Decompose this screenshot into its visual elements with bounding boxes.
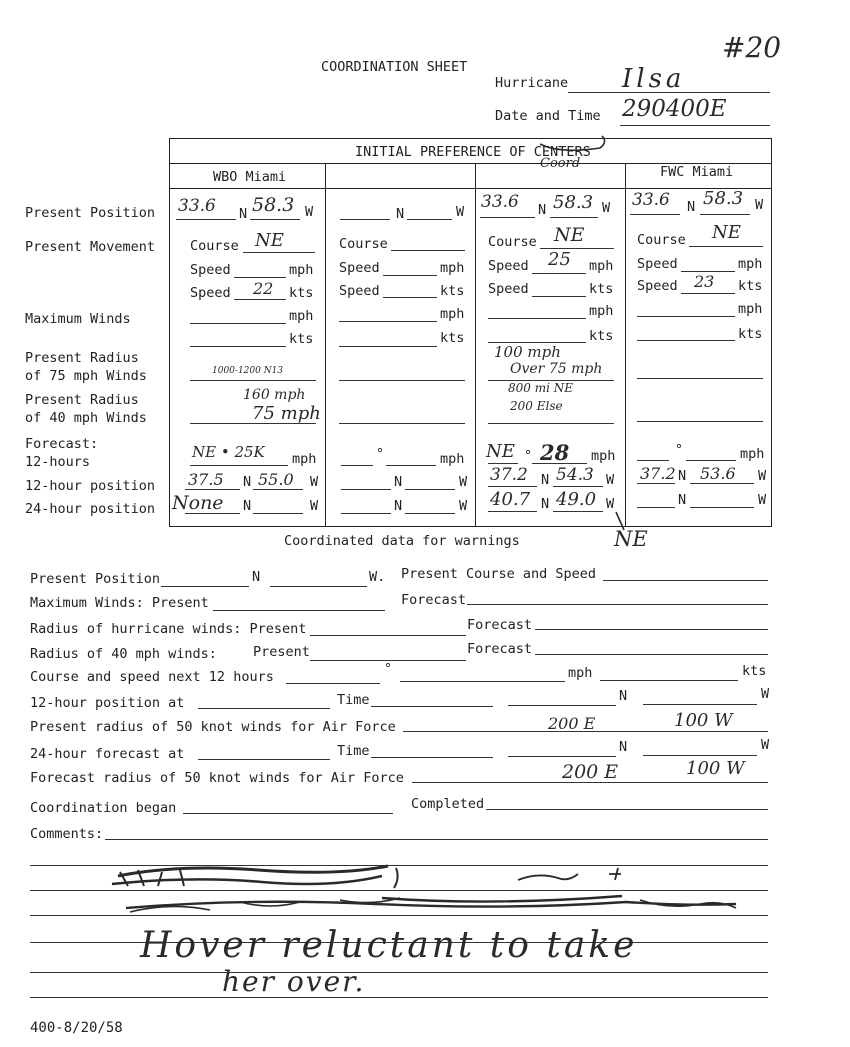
form-text: Speed [488,258,529,274]
form-text: Comments: [30,826,104,842]
form-text: Forecast radius of 50 knot winds for Air Force [30,770,404,786]
form-text: mph [738,301,763,317]
hurricane-label: Hurricane [495,75,569,91]
form-text: Maximum Winds: Present [30,595,209,611]
form-text: Speed [339,260,380,276]
form-text: W [456,204,465,220]
coord-pos24-lon: 49.0 [556,489,597,510]
form-text: mph [589,303,614,319]
wbo-speed-kts: 22 [253,279,274,298]
form-text: W [305,204,314,220]
form-text: ° [675,442,684,458]
coord-lon: 58.3 [553,192,594,213]
form-text: Course [637,232,686,248]
form-text: N [239,206,248,222]
form-text: Speed [339,283,380,299]
form-text: W [606,472,615,488]
radius50-present-west: 100 W [674,710,733,731]
wbo-radius75: 1000-1200 N13 [212,366,284,376]
coord-pos12-lat: 37.2 [490,465,528,485]
form-text: kts [589,281,614,297]
form-text: W [758,468,767,484]
column-wbo-miami: WBO Miami [213,169,287,185]
form-text: mph [292,451,317,467]
label-24-hour-position: 24-hour position [25,501,156,517]
datetime-label: Date and Time [495,108,601,124]
form-text: W [761,737,770,753]
coord-speed-mph: 25 [548,249,571,270]
wbo-pos12-lat: 37.5 [188,470,224,489]
form-text: kts [289,331,314,347]
form-text: Radius of hurricane winds: Present [30,621,307,637]
form-text: kts [289,285,314,301]
form-text: N [243,498,252,514]
form-text: Speed [637,278,678,294]
form-text: W. [369,569,386,585]
radius50-forecast-east: 200 E [562,761,619,783]
form-text: mph [440,260,465,276]
form-text: Course and speed next 12 hours [30,669,274,685]
form-text: mph [591,448,616,464]
form-text: Speed [637,256,678,272]
coord-pos24-lat: 40.7 [490,489,531,510]
form-text: W [758,492,767,508]
form-text: ° [524,448,533,464]
form-text: mph [440,451,465,467]
coordinated-title: Coordinated data for warnings [284,533,520,549]
wbo-radius40-b: 75 mph [252,403,321,424]
label-radius40-line1: Present Radius [25,392,139,408]
comment-line-1: Hover reluctant to take [140,925,638,966]
coord-radius75-c: 800 mi NE [508,381,574,395]
form-text: Time [337,743,370,759]
form-text: Forecast [401,592,467,608]
comment-line-2: her over. [222,965,366,998]
form-text: W [602,200,611,216]
fwc-pos12-lat: 37.2 [640,464,676,483]
coord-pos12-lon: 54.3 [556,465,594,485]
form-text: mph [440,306,465,322]
form-text: mph [740,446,765,462]
form-text: N [538,202,547,218]
fwc-lon: 58.3 [703,188,744,209]
preference-title-note: Coord [540,156,581,171]
coord-forecast-speed: 28 [540,440,570,465]
radius50-forecast-west: 100 W [686,758,745,779]
form-text: N [394,498,403,514]
form-text: Course [339,236,388,252]
form-text: W [755,197,764,213]
form-text: N [541,496,550,512]
form-text: ° [384,661,393,677]
radius50-present-east: 200 E [548,714,596,733]
fwc-pos12-lon: 53.6 [700,464,736,483]
wbo-lat: 33.6 [178,196,216,216]
form-text: Speed [488,281,529,297]
form-text: N [619,688,628,704]
wbo-pos24: None [172,492,224,514]
fwc-course: NE [712,222,741,243]
preference-title: INITIAL PREFERENCE OF CENTERS [355,144,591,160]
form-text: N [687,199,696,215]
form-text: W [459,498,468,514]
form-text: W [459,474,468,490]
form-text: N [541,472,550,488]
coord-radius75-a: 100 mph [494,343,561,361]
form-text: kts [738,278,763,294]
form-text: Forecast [467,617,533,633]
form-text: N [394,474,403,490]
wbo-forecast12: NE • 25K [192,443,265,461]
form-text: kts [440,283,465,299]
form-text: W [606,496,615,512]
wbo-lon: 58.3 [252,194,295,216]
form-text: N [252,569,261,585]
coord-radius75-d: 200 Else [510,399,563,413]
sheet-title: COORDINATION SHEET [321,59,468,75]
form-text: N [678,492,687,508]
form-text: kts [589,328,614,344]
form-text: W [310,474,319,490]
form-text: 24-hour forecast at [30,746,185,762]
form-text: Speed [190,262,231,278]
form-text: N [396,206,405,222]
form-text: Completed [411,796,485,812]
label-radius75-line2: of 75 mph Winds [25,368,147,384]
form-text: Course [190,238,239,254]
wbo-radius40-a: 160 mph [243,387,306,403]
form-number: 400-8/20/58 [30,1020,123,1036]
coord-course: NE [554,224,585,246]
label-12-hour-position: 12-hour position [25,478,156,494]
form-text: W [761,686,770,702]
fwc-lat: 33.6 [632,190,670,210]
form-text: mph [738,256,763,272]
form-text: N [619,739,628,755]
form-text: mph [568,665,593,681]
form-text: Time [337,692,370,708]
form-text: kts [738,326,763,342]
coord-pos24-course: NE [614,527,648,551]
hurricane-value: Ilsa [622,64,686,94]
form-text: Forecast [467,641,533,657]
label-present-position: Present Position [25,205,156,221]
form-text: Course [488,234,537,250]
label-radius75-line1: Present Radius [25,350,139,366]
form-text: mph [289,308,314,324]
form-text: Present radius of 50 knot winds for Air Force [30,719,396,735]
form-text: kts [440,330,465,346]
coord-forecast-dir: NE [486,441,515,462]
sheet-number: #20 [722,31,782,64]
label-radius40-line2: of 40 mph Winds [25,410,147,426]
form-text: ° [376,446,385,462]
form-text: kts [742,663,767,679]
form-text: Speed [190,285,231,301]
form-text: Radius of 40 mph winds: [30,646,217,662]
label-forecast: Forecast: [25,436,99,452]
form-text: W [310,498,319,514]
form-text: N [678,468,687,484]
form-text: 12-hour position at [30,695,185,711]
form-text: Coordination began [30,800,177,816]
fwc-speed-kts: 23 [694,272,715,291]
form-text: Present Position [30,571,161,587]
form-text: N [243,474,252,490]
form-text: mph [589,258,614,274]
label-maximum-winds: Maximum Winds [25,311,131,327]
column-fwc-miami: FWC Miami [660,164,734,180]
coord-lat: 33.6 [481,192,519,212]
label-present-movement: Present Movement [25,239,156,255]
coord-radius75-b: Over 75 mph [510,361,603,377]
form-text: mph [289,262,314,278]
wbo-pos12-lon: 55.0 [258,470,294,489]
form-text: Present Course and Speed [401,566,597,582]
form-text: Present [253,644,310,660]
datetime-value: 290400E [622,96,727,122]
wbo-course: NE [255,230,284,251]
label-12-hours: 12-hours [25,454,91,470]
